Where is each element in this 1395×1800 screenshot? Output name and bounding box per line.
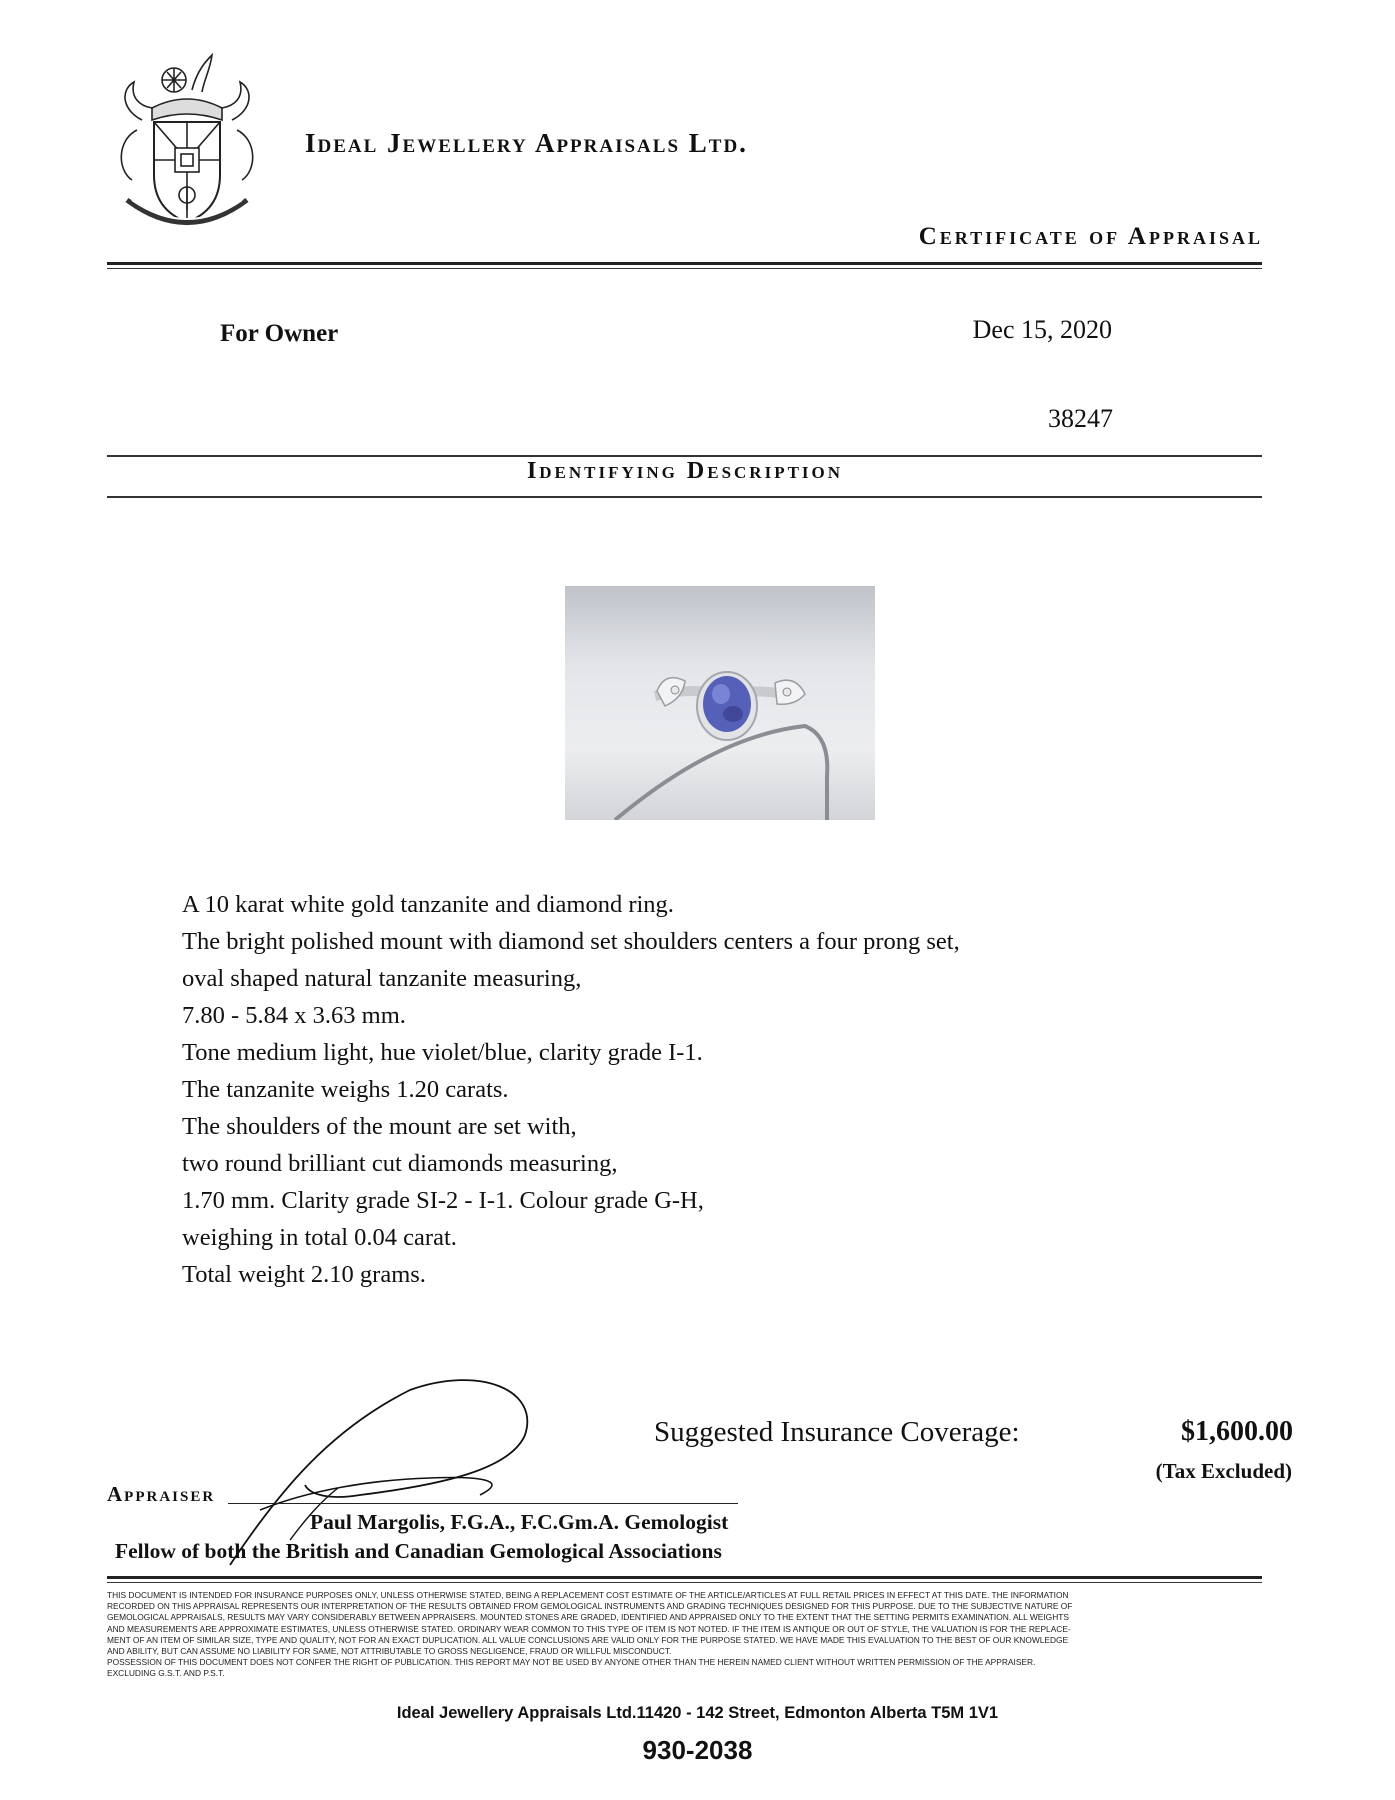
appraiser-label: Appraiser — [107, 1482, 216, 1506]
disclaimer-line: RECORDED ON THIS APPRAISAL REPRESENTS OUR INTERPRETATION OF THE RESULTS OBTAINED FROM GEMOLOGICAL INSTRUMENTS AND GRADING TECHNIQUES DESIGNED FOR THIS PURPOSE. DUE TO THE SUBJECTIVE NATURE OF — [107, 1601, 1073, 1612]
appraiser-name: Paul Margolis, F.G.A., F.C.Gm.A. Gemologist — [310, 1510, 729, 1534]
footer-address: Ideal Jewellery Appraisals Ltd.11420 - 142 Street, Edmonton Alberta T5M 1V1 — [396, 1704, 999, 1722]
section-divider-bottom — [107, 496, 1262, 498]
appraiser-fellowship: Fellow of both the British and Canadian Gemological Associations — [115, 1539, 722, 1563]
header-divider-thin — [107, 268, 1262, 269]
description-line: The shoulders of the mount are set with, — [182, 1113, 577, 1140]
description-line: Total weight 2.10 grams. — [182, 1261, 426, 1288]
footer-phone: 930-2038 — [642, 1735, 753, 1765]
disclaimer-text — [107, 1590, 1263, 1680]
section-divider-top — [107, 455, 1262, 457]
disclaimer-line: EXCLUDING G.S.T. AND P.S.T. — [107, 1668, 225, 1679]
description-line: 1.70 mm. Clarity grade SI-2 - I-1. Colour grade G-H, — [182, 1187, 704, 1214]
header-divider — [107, 262, 1262, 265]
signature-line — [228, 1503, 738, 1504]
disclaimer-line: POSSESSION OF THIS DOCUMENT DOES NOT CONFER THE RIGHT OF PUBLICATION. THIS REPORT MAY NOT BE USED BY ANYONE OTHER THAN THE HEREIN NAMED CLIENT WITHOUT WRITTEN PERMISSION OF THE APPRAISER. — [107, 1657, 1036, 1668]
disclaimer-divider — [107, 1576, 1262, 1579]
description-line: The bright polished mount with diamond set shoulders centers a four prong set, — [182, 928, 960, 955]
disclaimer-divider-thin — [107, 1582, 1262, 1583]
ring-photo — [565, 586, 875, 820]
disclaimer-line: AND MEASUREMENTS ARE APPROXIMATE ESTIMATES, UNLESS OTHERWISE STATED. ORDINARY WEAR COMMON TO THIS TYPE OF ITEM IS NOT NOTED. IF THE ITEM IS ANTIQUE OR OUT OF STYLE, THE VALUATION IS FOR THE REPLACE- — [107, 1623, 1071, 1634]
company-name: Ideal Jewellery Appraisals Ltd. — [305, 128, 748, 158]
description-line: The tanzanite weighs 1.20 carats. — [182, 1076, 509, 1103]
owner-label: For Owner — [220, 320, 339, 347]
description-line: A 10 karat white gold tanzanite and diamond ring. — [182, 891, 674, 918]
description-line: weighing in total 0.04 carat. — [182, 1224, 457, 1251]
description-line: oval shaped natural tanzanite measuring, — [182, 965, 582, 992]
coverage-label: Suggested Insurance Coverage: — [654, 1416, 1020, 1448]
appraisal-date: Dec 15, 2020 — [972, 315, 1112, 344]
certificate-title: Certificate of Appraisal — [918, 223, 1263, 250]
disclaimer-line: GEMOLOGICAL APPRAISALS, RESULTS MAY VARY CONSIDERABLY BETWEEN APPRAISERS. MOUNTED STONES ARE GRADED, IDENTIFIED AND APPRAISED ONLY TO THE EXTENT THAT THE SETTING PERMITS EXAMINATION. ALL WEIGHTS — [107, 1612, 1069, 1623]
ring-illustration — [565, 586, 875, 820]
disclaimer-line: THIS DOCUMENT IS INTENDED FOR INSURANCE PURPOSES ONLY, UNLESS OTHERWISE STATED, BEING A REPLACEMENT COST ESTIMATE OF THE ARTICLE/ARTICLES AT FULL RETAIL PRICES IN EFFECT AT THIS DATE. THE INFORMATION — [107, 1590, 1069, 1600]
certificate-number: 38247 — [1048, 404, 1113, 433]
disclaimer-line: AND ABILITY, BUT CAN ASSUME NO LIABILITY FOR SAME, NOT ATTRIBUTABLE TO GROSS NEGLIGENCE, FRAUD OR WILLFUL MISCONDUCT. — [107, 1646, 672, 1657]
item-description — [182, 886, 1182, 1293]
disclaimer-line: MENT OF AN ITEM OF SIMILAR SIZE, TYPE AND QUALITY, NOT FOR AN EXACT DUPLICATION. ALL VALUE CONCLUSIONS ARE VALID ONLY FOR THE PURPOSE STATED. WE HAVE MADE THIS EVALUATION TO THE BEST OF OUR KNOWLEDGE — [107, 1634, 1069, 1645]
section-title: Identifying Description — [526, 458, 844, 484]
description-line: Tone medium light, hue violet/blue, clarity grade I-1. — [182, 1039, 703, 1066]
coverage-amount: $1,600.00 — [1181, 1416, 1293, 1447]
coat-of-arms-crest — [112, 50, 262, 240]
description-line: 7.80 - 5.84 x 3.63 mm. — [182, 1002, 406, 1029]
description-line: two round brilliant cut diamonds measuring, — [182, 1150, 618, 1177]
tax-note: (Tax Excluded) — [1155, 1459, 1292, 1483]
